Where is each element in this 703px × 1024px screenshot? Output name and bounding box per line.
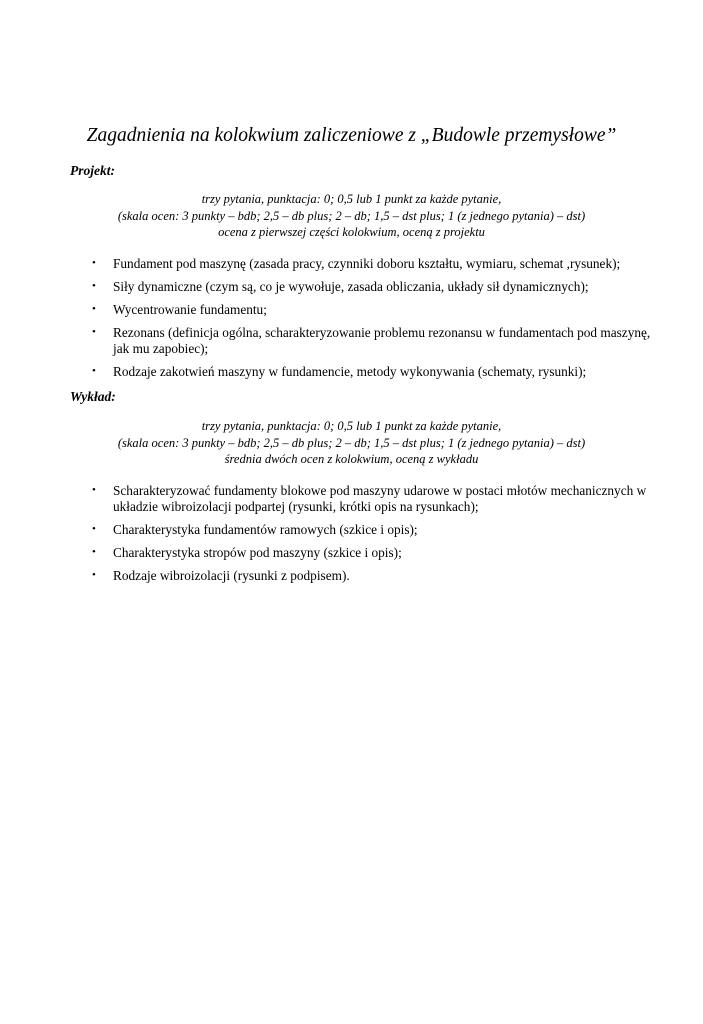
lecture-grading-line: trzy pytania, punktacja: 0; 0,5 lub 1 punkt za każde pytanie, bbox=[201, 419, 502, 433]
project-grading-line: trzy pytania, punktacja: 0; 0,5 lub 1 punkt za każde pytanie, bbox=[201, 192, 502, 206]
list-item bbox=[92, 364, 662, 380]
bullet-icon: • bbox=[92, 303, 96, 315]
list-item bbox=[92, 256, 662, 272]
bullet-icon: • bbox=[92, 522, 96, 535]
project-grading-line: (skala ocen: 3 punkty – bdb; 2,5 – db plus; 2 – db; 1,5 – dst plus; 1 (z jednego pytania) – dst) bbox=[117, 208, 586, 223]
topic-text: Charakterystyka stropów pod maszyny (szkice i opis); bbox=[113, 544, 402, 560]
topic-text: Charakterystyka fundamentów ramowych (szkice i opis); bbox=[113, 521, 418, 537]
list-item bbox=[92, 279, 662, 295]
topic-text: Rezonans (definicja ogólna, scharakteryzowanie problemu rezonansu w fundamentach pod maszynę, jak mu zapobiec); bbox=[113, 325, 651, 356]
list-item bbox=[92, 522, 662, 538]
topic-text: Rodzaje zakotwień maszyny w fundamencie, metody wykonywania (schematy, rysunki); bbox=[113, 363, 587, 379]
list-item bbox=[92, 302, 662, 318]
document-title: Zagadnienia na kolokwium zaliczeniowe z „Budowle przemysłowe” bbox=[86, 125, 617, 146]
lecture-grading-line: średnia dwóch ocen z kolokwium, oceną z wykładu bbox=[224, 452, 479, 466]
lecture-grading-line: (skala ocen: 3 punkty – bdb; 2,5 – db plus; 2 – db; 1,5 – dst plus; 1 (z jednego pytania) – dst) bbox=[117, 435, 586, 450]
topic-text: Siły dynamiczne (czym są, co je wywołuje, zasada obliczania, układy sił dynamicznych); bbox=[113, 279, 589, 294]
list-item bbox=[92, 325, 662, 356]
topic-text: Fundament pod maszynę (zasada pracy, czynniki doboru kształtu, wymiaru, schemat ,rysunek); bbox=[113, 256, 621, 271]
bullet-icon: • bbox=[92, 280, 96, 292]
bullet-icon: • bbox=[92, 364, 96, 377]
list-item bbox=[92, 483, 662, 514]
list-item bbox=[92, 545, 662, 561]
topic-text: Rodzaje wibroizolacji (rysunki z podpisem). bbox=[113, 567, 350, 583]
bullet-icon: • bbox=[92, 326, 96, 338]
list-item bbox=[92, 568, 662, 584]
bullet-icon: • bbox=[92, 568, 96, 581]
bullet-icon: • bbox=[92, 545, 96, 558]
lecture-topic-list bbox=[92, 483, 662, 591]
lecture-grading-rules bbox=[0, 418, 703, 468]
lecture-heading: Wykład: bbox=[70, 389, 116, 404]
bullet-icon: • bbox=[92, 257, 96, 269]
project-grading-line: ocena z pierwszej części kolokwium, oceną z projektu bbox=[218, 225, 485, 239]
topic-text: Wycentrowanie fundamentu; bbox=[113, 302, 267, 317]
topic-text: Scharakteryzować fundamenty blokowe pod maszyny udarowe w postaci młotów mechanicznych w układzie wibroizolacji podpartej (rysunki, krótki opis na rysunkach); bbox=[113, 483, 647, 514]
project-heading: Projekt: bbox=[70, 163, 115, 178]
project-grading-rules bbox=[0, 191, 703, 241]
project-topic-list bbox=[92, 256, 662, 387]
bullet-icon: • bbox=[92, 484, 96, 496]
